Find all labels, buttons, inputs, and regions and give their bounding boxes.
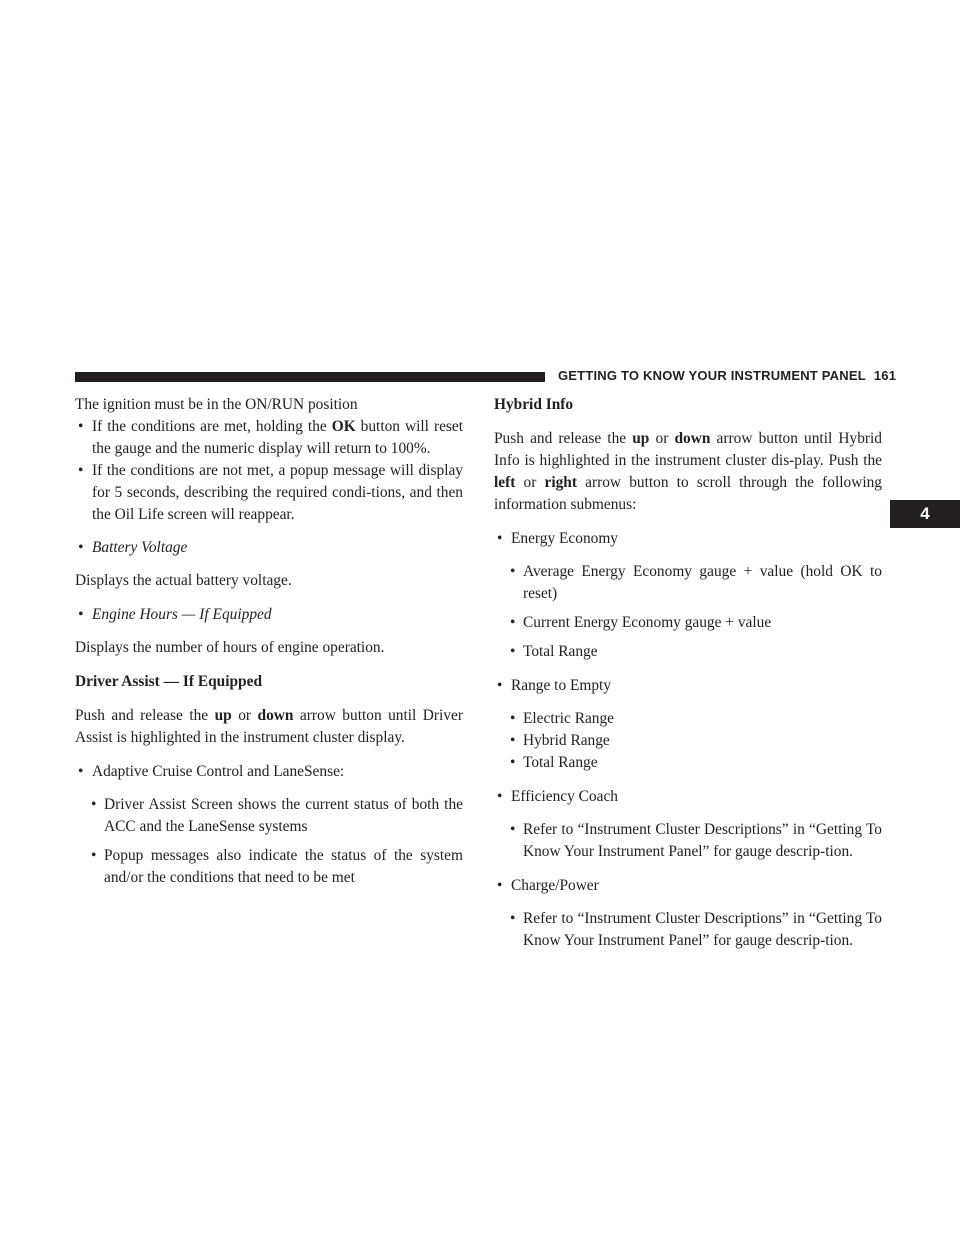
- energy-economy-item: • Energy Economy: [494, 528, 882, 550]
- popup-messages-item: • Popup messages also indicate the status of the system and/or the conditions that need to be met: [75, 845, 463, 889]
- driver-assist-screen-item: • Driver Assist Screen shows the current status of both the ACC and the LaneSense systems: [75, 794, 463, 838]
- charge-power-item: • Charge/Power: [494, 875, 882, 897]
- section-title: GETTING TO KNOW YOUR INSTRUMENT PANEL: [558, 368, 866, 383]
- chapter-tab: 4: [890, 500, 960, 528]
- hybrid-range-item: • Hybrid Range: [494, 730, 882, 752]
- hybrid-info-heading: Hybrid Info: [494, 396, 574, 413]
- efficiency-coach-item: • Efficiency Coach: [494, 786, 882, 808]
- driver-assist-heading: Driver Assist — If Equipped: [75, 673, 263, 690]
- total-range-item: • Total Range: [494, 641, 882, 663]
- efficiency-coach-ref: • Refer to “Instrument Cluster Descriptions” in “Getting To Know Your Instrument Panel” for gauge descrip-tion.: [494, 819, 882, 863]
- running-header: [558, 366, 897, 386]
- header-rule: [75, 372, 545, 382]
- driver-assist-para: Push and release the up or down arrow button until Driver Assist is highlighted in the instrument cluster display.: [75, 707, 463, 746]
- total-range-item-2: • Total Range: [494, 752, 882, 774]
- right-column: [494, 394, 882, 952]
- engine-hours-desc: Displays the number of hours of engine operation.: [75, 639, 385, 656]
- engine-hours-item: • Engine Hours — If Equipped: [75, 604, 463, 626]
- charge-power-ref: • Refer to “Instrument Cluster Descriptions” in “Getting To Know Your Instrument Panel” for gauge descrip-tion.: [494, 908, 882, 952]
- battery-voltage-item: • Battery Voltage: [75, 537, 463, 559]
- range-to-empty-item: • Range to Empty: [494, 675, 882, 697]
- ignition-note: The ignition must be in the ON/RUN position: [75, 396, 358, 413]
- page-number: 161: [873, 368, 897, 383]
- electric-range-item: • Electric Range: [494, 708, 882, 730]
- popup-message-item: • If the conditions are not met, a popup message will display for 5 seconds, describing the required condi-tions, and then the Oil Life screen will reappear.: [75, 460, 463, 526]
- avg-energy-economy-item: • Average Energy Economy gauge + value (hold OK to reset): [494, 561, 882, 605]
- oil-life-reset-item: • If the conditions are met, holding the OK button will reset the gauge and the numeric display will return to 100%.: [75, 416, 463, 460]
- ok-button-label: OK: [331, 418, 356, 435]
- acc-lanesense-item: • Adaptive Cruise Control and LaneSense:: [75, 761, 463, 783]
- hybrid-info-para: Push and release the up or down arrow button until Hybrid Info is highlighted in the instrument cluster dis-play. Push the left or right arrow button to scroll through the following information submenus:: [494, 430, 882, 513]
- battery-voltage-desc: Displays the actual battery voltage.: [75, 572, 292, 589]
- left-column: [75, 394, 463, 889]
- current-energy-economy-item: • Current Energy Economy gauge + value: [494, 612, 882, 634]
